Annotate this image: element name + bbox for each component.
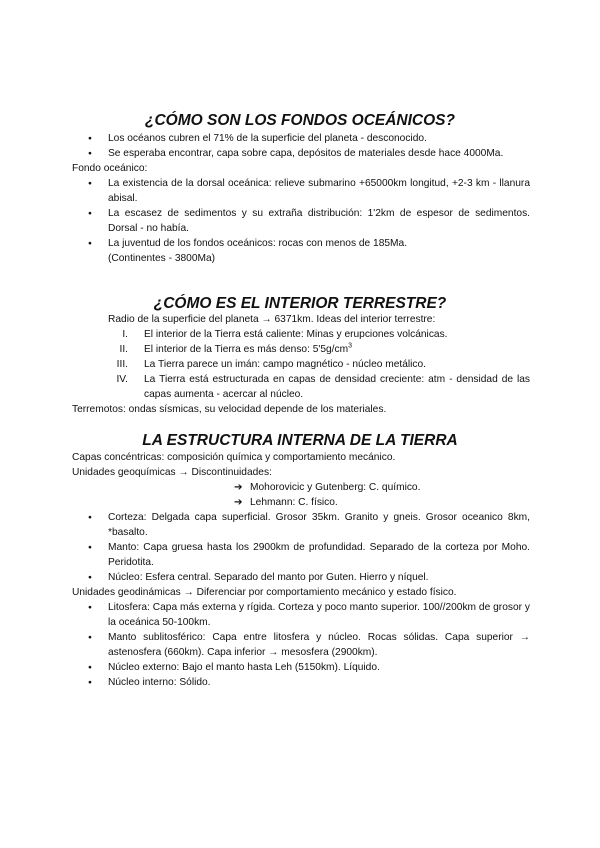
continentes-note: (Continentes - 3800Ma) (108, 253, 216, 264)
list-item-text: La Tierra parece un imán: campo magnético - núcleo metálico. (144, 359, 426, 370)
list-item: ● Núcleo: Esfera central. Separado del manto por Guten. Hierro y níquel. (72, 570, 530, 585)
bullet-list (72, 510, 530, 585)
list-number: I. (122, 329, 128, 340)
list-item: ● Los océanos cubren el 71% de la superficie del planeta - desconocido. (72, 131, 530, 146)
list-item: ● La escasez de sedimentos y su extraña distribución: 1'2km de espesor de sedimentos. Dorsal - no había. (72, 206, 530, 236)
list-item: ● Corteza: Delgada capa superficial. Grosor 35km. Granito y gneis. Grosor oceanico 8km, *basalto. (72, 510, 530, 540)
list-item-text: Lehmann: C. físico. (250, 497, 338, 508)
section-title-estructura-interna: LA ESTRUCTURA INTERNA DE LA TIERRA (142, 432, 458, 449)
fondo-oceanico-label: Fondo oceánico: (72, 163, 148, 174)
section-title-fondos-oceanicos: ¿CÓMO SON LOS FONDOS OCEÁNICOS? (144, 112, 455, 129)
ideas-list (72, 327, 530, 402)
list-item-text: Mohorovicic y Gutenberg: C. químico. (250, 482, 421, 493)
superscript: 3 (348, 342, 352, 350)
list-item: ● Manto: Capa gruesa hasta los 2900km de profundidad. Separado de la corteza por Moho. Peridotita. (72, 540, 530, 570)
arrow-icon: ➔ (234, 497, 243, 508)
list-item: ● Litosfera: Capa más externa y rígida. Corteza y poco manto superior. 100//200km de grosor y la oceánica 50-100km. (72, 600, 530, 630)
list-number: II. (119, 344, 128, 355)
geodinamicas-line: Unidades geodinámicas → Diferenciar por comportamiento mecánico y estado físico. (72, 587, 457, 598)
list-item (72, 327, 530, 342)
capas-line: Capas concéntricas: composición química y comportamiento mecánico. (72, 452, 396, 463)
list-item (234, 480, 530, 495)
list-item: ● Núcleo externo: Bajo el manto hasta Leh (5150km). Líquido. (72, 660, 530, 675)
list-item (72, 236, 530, 266)
list-item: ● Núcleo interno: Sólido. (72, 675, 530, 690)
arrow-icon: ➔ (234, 482, 243, 493)
bullet-list (72, 176, 530, 266)
list-item-text: La juventud de los fondos oceánicos: rocas con menos de 185Ma. (108, 238, 408, 249)
discontinuidades-list (72, 480, 530, 510)
list-item: ● Se esperaba encontrar, capa sobre capa, depósitos de materiales desde hace 4000Ma. (72, 146, 530, 161)
terremotos-line: Terremotos: ondas sísmicas, su velocidad depende de los materiales. (72, 404, 387, 415)
bullet-list (72, 600, 530, 690)
list-number: IV. (116, 374, 128, 385)
bullet-list (72, 131, 530, 161)
list-item (234, 495, 530, 510)
section-interior-terrestre (72, 312, 530, 417)
list-number: III. (116, 359, 128, 370)
list-item-text: El interior de la Tierra es más denso: 5'5g/cm (144, 344, 349, 355)
list-item: ● La existencia de la dorsal oceánica: relieve submarino +65000km longitud, +2-3 km - llanura abisal. (72, 176, 530, 206)
section-estructura-interna (72, 450, 530, 690)
list-item (72, 342, 530, 357)
list-item-text: La Tierra está estructurada en capas de densidad creciente: atm - densidad de las capas aumenta - acercar al núcleo. (144, 374, 530, 400)
list-item: ● Manto sublitosférico: Capa entre litosfera y núcleo. Rocas sólidas. Capa superior → astenosfera (660km). Capa inferior → mesosfera (2900km). (72, 630, 530, 660)
section-fondos-oceanicos (72, 131, 530, 266)
geoquimicas-line: Unidades geoquímicas → Discontinuidades: (72, 467, 272, 478)
list-item (72, 372, 530, 402)
radio-line: Radio de la superficie del planeta → 6371km. Ideas del interior terrestre: (108, 314, 436, 325)
list-item-text: El interior de la Tierra está caliente: Minas y erupciones volcánicas. (144, 329, 448, 340)
list-item (72, 357, 530, 372)
section-title-interior-terrestre: ¿CÓMO ES EL INTERIOR TERRESTRE? (153, 295, 447, 312)
